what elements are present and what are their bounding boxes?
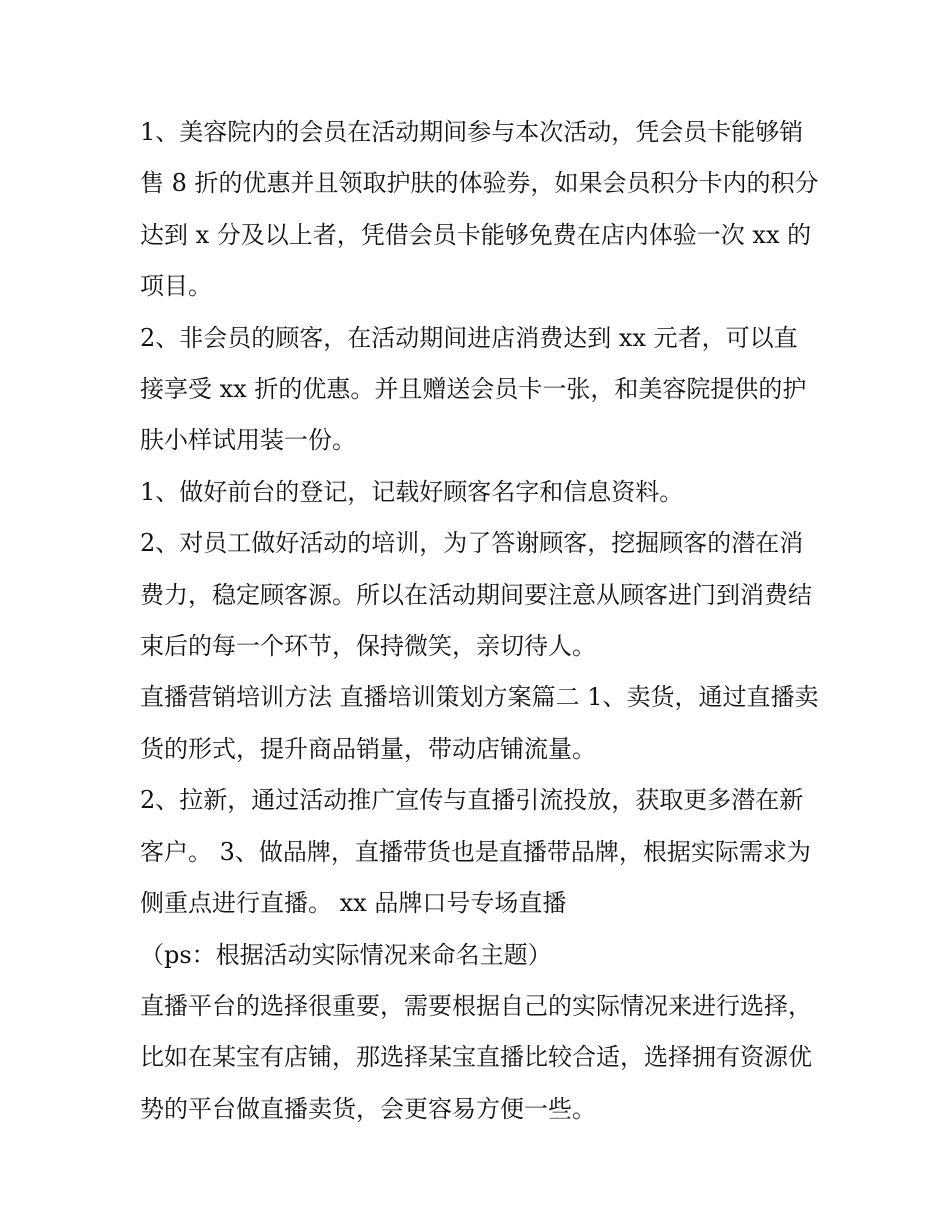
paragraph-non-member-benefits: 2、非会员的顾客，在活动期间进店消费达到 xx 元者，可以直接享受 xx 折的优惠。并且赠送会员卡一张，和美容院提供的护肤小样试用装一份。: [140, 323, 807, 455]
document-body: [140, 107, 820, 1135]
paragraph-livestream-sales: 直播营销培训方法 直播培训策划方案篇二 1、卖货，通过直播卖货的形式，提升商品销量，带动店铺流量。: [140, 683, 819, 763]
paragraph-platform-choice: 直播平台的选择很重要，需要根据自己的实际情况来进行选择，比如在某宝有店铺，那选择某宝直播比较合适，选择拥有资源优势的平台做直播卖货，会更容易方便一些。: [140, 991, 812, 1123]
paragraph-new-customers-branding: 2、拉新，通过活动推广宣传与直播引流投放，获取更多潜在新客户。 3、做品牌，直播带货也是直播带品牌，根据实际需求为侧重点进行直播。 xx 品牌口号专场直播: [140, 786, 811, 918]
paragraph-theme-note: （ps：根据活动实际情况来命名主题）: [140, 940, 552, 969]
paragraph-staff-training: 2、对员工做好活动的培训，为了答谢顾客，挖掘顾客的潜在消费力，稳定顾客源。所以在活动期间要注意从顾客进门到消费结束后的每一个环节，保持微笑，亲切待人。: [140, 529, 812, 661]
paragraph-member-benefits: 1、美容院内的会员在活动期间参与本次活动，凭会员卡能够销售 8 折的优惠并且领取护肤的体验券，如果会员积分卡内的积分达到 x 分及以上者，凭借会员卡能够免费在店内体验一次 xx 的项目。: [140, 118, 819, 301]
paragraph-front-desk-registration: 1、做好前台的登记，记载好顾客名字和信息资料。: [140, 477, 684, 506]
